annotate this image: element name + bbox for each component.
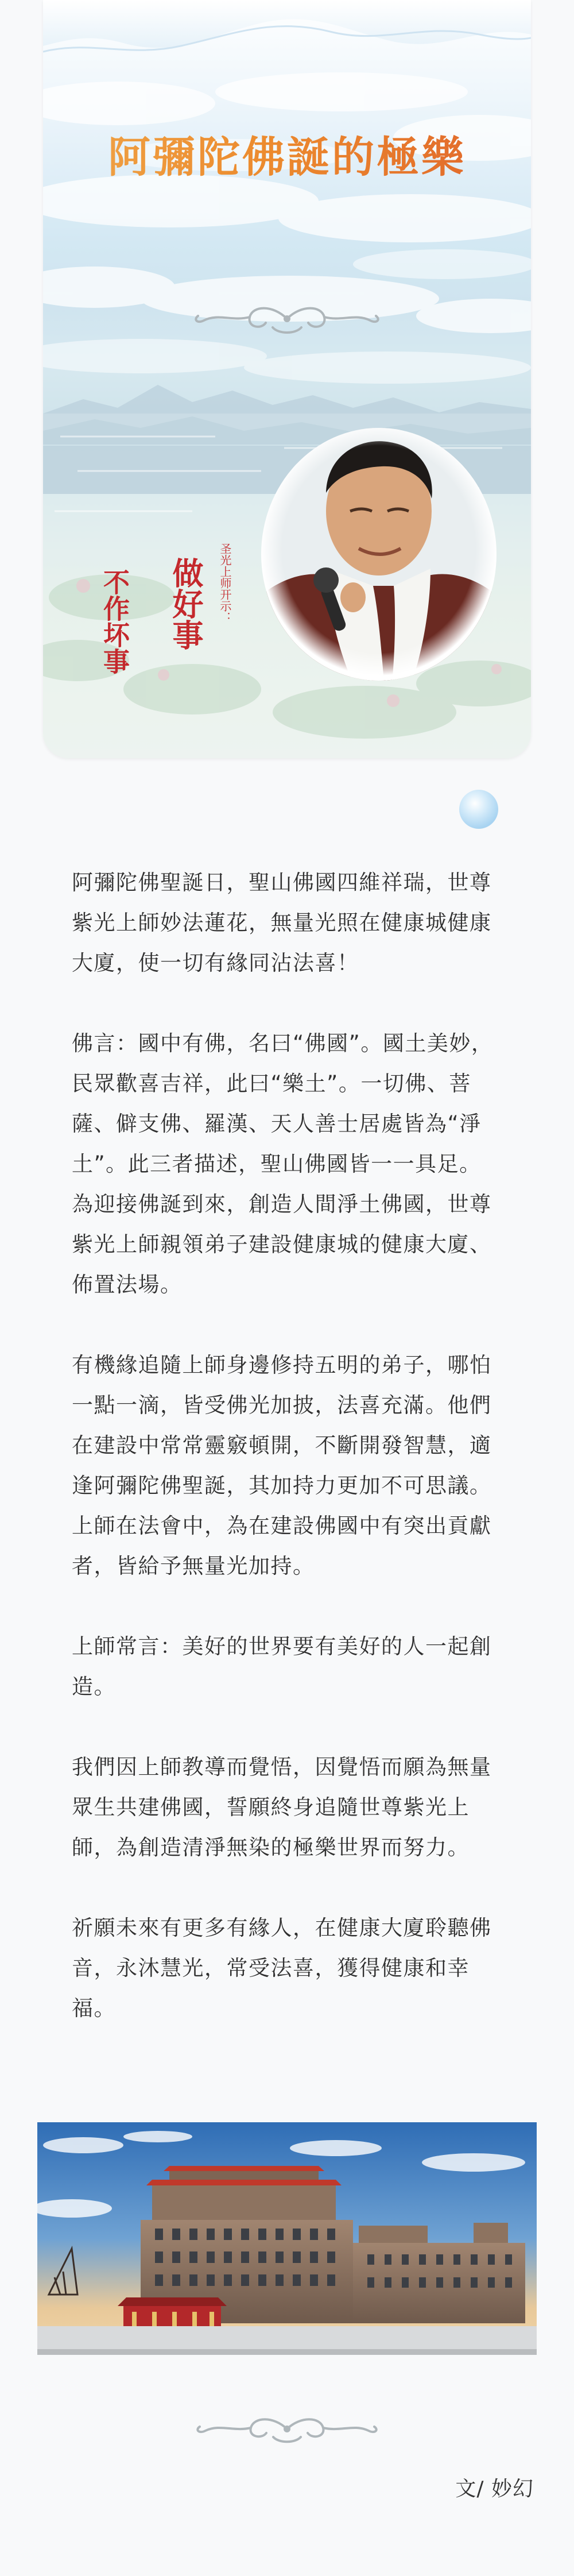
author-byline: 文/ 妙幻 — [455, 2477, 534, 2501]
calligraphy-col-2: 做好事 — [168, 557, 204, 650]
hero-title: 阿彌陀佛誕的極樂 — [43, 123, 531, 184]
scroll-ornament-top — [187, 299, 387, 339]
paragraph-5: 上師常言：美好的世界要有美好的人一起創造。 — [72, 1634, 492, 1699]
sky-clouds — [43, 69, 531, 391]
hero-top-decoration — [43, 0, 531, 63]
calligraphy-col-1: 不作坏事 — [99, 569, 130, 674]
scroll-ornament-bottom — [188, 2411, 386, 2447]
paragraph-7: 祈願未來有更多有緣人，在健康大廈聆聽佛音，永沐慧光，常受法喜，獲得健康和幸福。 — [72, 1915, 492, 2021]
paragraph-6: 我們因上師教導而覺悟，因覺悟而願為無量眾生共建佛國，誓願終身追隨世尊紫光上師，為創造清淨無染的極樂世界而努力。 — [72, 1755, 492, 1860]
paragraph-3: 為迎接佛誕到來，創造人間淨土佛國，世尊紫光上師親領弟子建設健康城的健康大廈、佈置法場。 — [72, 1192, 492, 1297]
master-portrait — [258, 425, 499, 689]
paragraph-1: 阿彌陀佛聖誕日，聖山佛國四維祥瑞，世尊紫光上師妙法蓮花，無量光照在健康城健康大廈，使一切有緣同沾法喜！ — [72, 870, 492, 975]
article-body — [72, 863, 502, 2029]
health-building-photo — [37, 2122, 537, 2355]
paragraph-2: 佛言：國中有佛，名曰“佛國”。國土美妙，民眾歡喜吉祥，此曰“樂土”。一切佛、菩薩、僻支佛、羅漢、天人善士居處皆為“淨土”。此三者描述，聖山佛國皆一一具足。 — [72, 1031, 494, 1176]
decorative-bubble — [458, 789, 499, 830]
paragraph-4: 有機緣追隨上師身邊修持五明的弟子，哪怕一點一滴，皆受佛光加披，法喜充滿。他們在建設中常常靈竅頓開，不斷開發智慧，適逢阿彌陀佛聖誕，其加持力更加不可思議。上師在法會中，為在建設佛國中有突出貢獻者，皆給予無量光加持。 — [72, 1353, 492, 1578]
hero-banner — [43, 0, 531, 758]
calligraphy-inscription — [99, 543, 250, 718]
calligraphy-col-3: 圣光上师开示： — [218, 543, 232, 623]
